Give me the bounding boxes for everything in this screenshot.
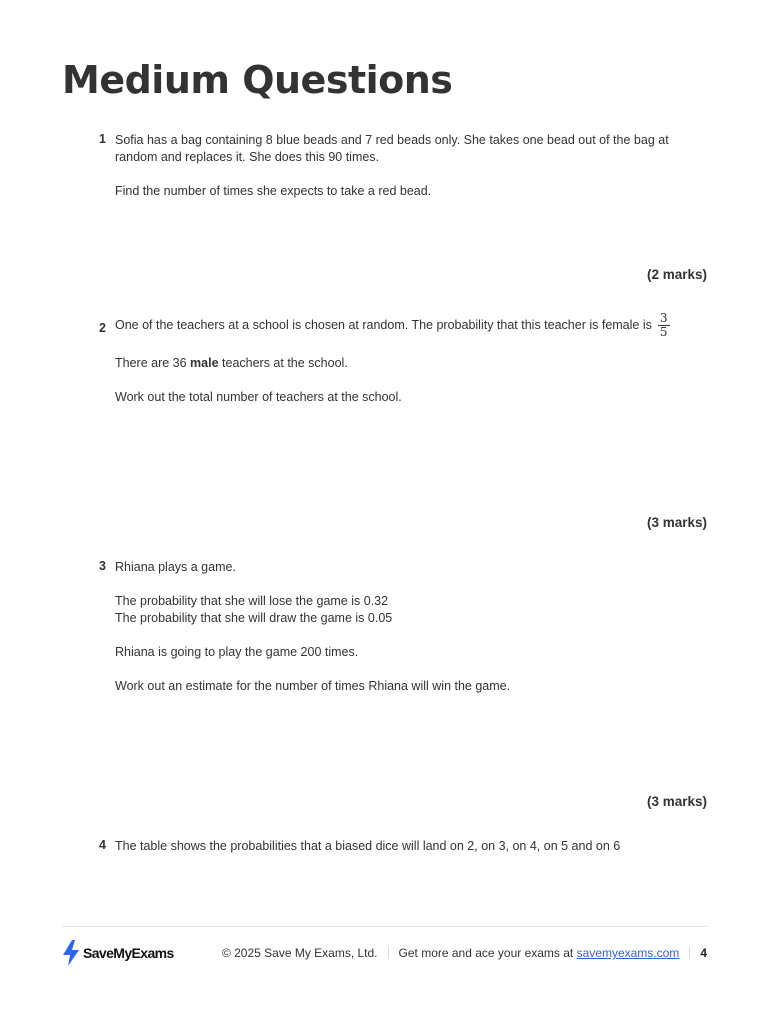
marks-label: (3 marks) — [646, 515, 707, 530]
fraction-denominator: 5 — [659, 325, 668, 339]
question-text: One of the teachers at a school is chosen at random. The probability that this teacher is female is — [115, 317, 652, 332]
question-text: Rhiana is going to play the game 200 times. — [115, 645, 359, 659]
question-text: Sofia has a bag containing 8 blue beads and 7 red beads only. She takes one bead out of the bag at random and replaces it. She does this 90 times. — [115, 133, 669, 164]
bold-word: male — [190, 356, 219, 370]
question-text: There are 36 male teachers at the school. — [115, 356, 348, 370]
logo-text: SaveMyExams — [83, 945, 174, 961]
question-text: Work out an estimate for the number of times Rhiana will win the game. — [115, 679, 511, 693]
divider — [388, 947, 389, 959]
question-text: The table shows the probabilities that a biased dice will land on 2, on 3, on 4, on 5 and on 6 — [115, 839, 621, 853]
marks-label: (2 marks) — [646, 267, 707, 282]
footer-divider — [62, 926, 707, 927]
question-text: The probability that she will lose the game is 0.32 — [115, 594, 389, 608]
website-link[interactable]: savemyexams.com — [576, 946, 680, 960]
fraction — [658, 312, 670, 339]
cta-text: Get more and ace your exams at — [398, 946, 574, 960]
page-title: Medium Questions — [62, 58, 453, 102]
question-number: 3 — [99, 559, 106, 573]
page-number: 4 — [700, 946, 707, 960]
fraction-numerator: 3 — [659, 311, 668, 325]
question-number: 4 — [99, 838, 106, 852]
logo — [62, 940, 174, 966]
copyright: © 2025 Save My Exams, Ltd. — [221, 946, 378, 960]
question-text: Rhiana plays a game. — [115, 560, 236, 574]
question-text: Work out the total number of teachers at the school. — [115, 390, 402, 404]
lightning-icon — [62, 940, 80, 966]
divider — [689, 947, 690, 959]
question-number: 2 — [99, 321, 106, 335]
question-number: 1 — [99, 132, 106, 146]
marks-label: (3 marks) — [646, 794, 707, 809]
footer — [62, 940, 707, 968]
question-text: Find the number of times she expects to take a red bead. — [115, 184, 432, 198]
question-text: The probability that she will draw the game is 0.05 — [115, 611, 393, 625]
